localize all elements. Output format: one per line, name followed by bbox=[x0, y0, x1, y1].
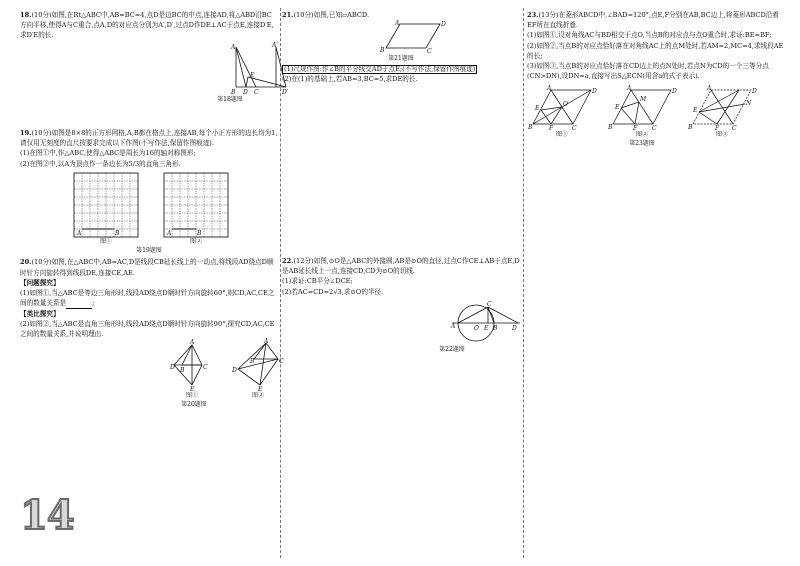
point-label: C bbox=[279, 358, 284, 366]
parallelogram bbox=[386, 24, 440, 48]
question-text: (12分)如图,⊙O是△ABC的外接圆,AB是⊙O的直径,过点C作CE⊥AB于点E,D是AB延长线上一点,连接CD,CD为⊙O的切线. bbox=[282, 257, 520, 276]
point-label: D bbox=[243, 88, 248, 96]
point-label: C bbox=[487, 300, 492, 308]
point-label: A bbox=[395, 20, 400, 28]
grid-figure-1 bbox=[74, 173, 138, 246]
figure-label: 图① bbox=[99, 237, 112, 245]
point-label: B bbox=[528, 123, 533, 131]
question-part-1: (1)如图①,当△ABC是等边三角形时,线段AD绕点D顺时针方向旋转60°,则CD,AC,CE之间的数量关系是 bbox=[20, 289, 275, 308]
question-part-3: (3)如图③,当点B的对应点恰好落在CD边上的点N处时,若点N为CD的一个三等分点(CN>DN),设DN=a,直接写出S△ECN(用含a的式子表示). bbox=[527, 62, 769, 81]
point-label: F bbox=[633, 124, 638, 132]
point-label: E bbox=[258, 386, 263, 394]
point-label: A bbox=[451, 322, 456, 330]
point-label: F bbox=[715, 124, 720, 132]
point-label: E bbox=[535, 104, 540, 112]
figure-label: 图① bbox=[555, 130, 568, 138]
question-number: 20. bbox=[20, 258, 32, 267]
question-part-2: (2)若AC=CD=2√3,求⊙O的半径. bbox=[282, 287, 384, 296]
figure-20-row bbox=[170, 338, 284, 400]
figure-line bbox=[236, 47, 246, 87]
point-label: A bbox=[167, 229, 172, 237]
triangle-figure-2 bbox=[230, 338, 286, 394]
question-part-1: (1)如图①,设对角线AC与BD相交于点O,当点B的对应点与点O重合时,求证:BE=BF; bbox=[527, 31, 772, 40]
question-number: 18. bbox=[20, 11, 32, 19]
question-part-2: (2)如图②,当△ABC是直角三角形时,线段AD绕点D顺时针方向旋转90°,探究CD,AC,CE之间的数量关系,并说明理由. bbox=[20, 319, 275, 338]
point-label: B bbox=[197, 229, 202, 237]
point-label: A bbox=[707, 84, 712, 92]
point-label: B bbox=[231, 88, 236, 96]
figure-20-2 bbox=[230, 339, 286, 400]
question-number: 23. bbox=[527, 11, 539, 19]
figure-20-1 bbox=[170, 339, 214, 400]
question-text: (10分)如图,已知▱ABCD. bbox=[293, 11, 370, 19]
figure-label: 图② bbox=[635, 130, 648, 138]
figure-label: 图② bbox=[189, 237, 202, 245]
figure-label: 图① bbox=[185, 392, 198, 400]
column-middle bbox=[282, 10, 520, 353]
question-part-2: (2)在(1)的基础上,若AB=3,BC=5,求DE的长. bbox=[282, 75, 418, 84]
figure-caption: 第20题图 bbox=[181, 401, 207, 409]
point-label: B bbox=[180, 367, 185, 375]
point-label: A bbox=[547, 84, 552, 92]
figure-caption: 第23题图 bbox=[629, 139, 655, 147]
question-part-2: (2)如图②,当点B的对应点恰好落在对角线AC上的点M处时,若AM=2,MC=4,求线段AE的长; bbox=[527, 41, 784, 60]
figure-23-3 bbox=[687, 86, 757, 139]
point-label: E bbox=[484, 324, 489, 332]
figure-23-row bbox=[527, 86, 787, 139]
point-label: A bbox=[264, 338, 269, 346]
question-part-1: (1)尺规作图:作∠B的平分线交AD于点E;(不写作法,保留作图痕迹) bbox=[284, 64, 476, 73]
point-label: E bbox=[615, 103, 620, 111]
question-text: (10分)如图是8×8的正方形网格,A,B都在格点上,连接AB,每个小正方形的边长均为1,请仅用无刻度的直尺按要求完成以下作图(不写作法,保留作图痕迹). bbox=[20, 128, 278, 148]
point-label: B bbox=[380, 47, 385, 55]
point-label: B bbox=[608, 123, 613, 131]
point-label: C bbox=[732, 124, 737, 132]
point-label: C bbox=[652, 124, 657, 132]
question-part-1: (1)在图①中,作△ABC,使得△ABC是周长为16的轴对称图形; bbox=[20, 149, 196, 158]
point-label: A bbox=[627, 84, 632, 92]
figure-caption: 第21题图 bbox=[388, 55, 414, 63]
question-number: 19. bbox=[20, 128, 32, 137]
point-label: C bbox=[427, 48, 432, 56]
column-right bbox=[527, 10, 787, 148]
question-text: (10分)如图,在Rt△ABC中,AB=BC=4,点D是边BC的中点,连接AD,将△ABD沿BC方向平移,使得A与C重合,点A,D的对应点分别为A′,D′,过点D作DE⊥AC于点E,连接D′E,求D′E的长. bbox=[20, 11, 274, 40]
point-label: D′ bbox=[282, 88, 289, 96]
figure-label: 图② bbox=[251, 392, 264, 400]
question-text: (10分)如图,在△ABC中,AB=AC,D是线段CB延长线上的一动点,将线段AD绕点D顺时针方向旋转得到线段DE,连接CE,AE. bbox=[20, 258, 274, 277]
point-label: D bbox=[512, 324, 517, 332]
question-21 bbox=[282, 10, 520, 85]
point-label: B bbox=[115, 229, 120, 237]
point-label: M bbox=[640, 95, 647, 103]
point-label: A bbox=[231, 43, 236, 51]
answer-blank[interactable] bbox=[66, 302, 92, 309]
point-label: O bbox=[474, 324, 479, 332]
column-divider-2 bbox=[523, 8, 524, 558]
point-label: B bbox=[493, 324, 498, 332]
figure-21 bbox=[282, 20, 520, 54]
question-number: 22. bbox=[282, 257, 294, 265]
page-number: 14 bbox=[20, 492, 74, 539]
question-22 bbox=[282, 256, 520, 354]
figure-22 bbox=[282, 297, 520, 345]
point-label: C bbox=[203, 364, 208, 372]
point-label: B bbox=[688, 123, 693, 131]
question-number: 21. bbox=[282, 11, 294, 19]
point-label: E bbox=[250, 71, 255, 79]
point-label: D bbox=[672, 87, 677, 95]
point-label: D bbox=[441, 21, 446, 29]
figure-23-2 bbox=[607, 86, 677, 139]
figure-label: 图③ bbox=[715, 130, 728, 138]
question-20: 20.(10分)如图,在△ABC中,AB=AC,D是线段CB延长线上的一动点,将线段AD绕点D顺时针方向旋转得到线段DE,连接CE,AE. 【问题探究】 (1)如图①,当△ABC是等边三角形时,线段AD绕点D顺时针方向旋转60°,则CD,AC,CE之间的数量关系是 ; 【类比探究】 (2)如图②,当△ABC是直角三角形时,线段AD绕点D顺时针方向旋转90°,探究CD,AC,CE之间的数量关系,并说明理由. A B C D E 图① A B C D E 图② 第20题图 bbox=[20, 257, 278, 409]
point-label: N bbox=[746, 99, 752, 107]
rhombus-figure-2 bbox=[607, 86, 677, 130]
question-part-1: (1)求证:CB平分∠DCE; bbox=[282, 277, 353, 286]
question-text: (13分)在菱形ABCD中,∠BAD=120°,点E,F分别在AB,BC边上,将菱形ABCD沿着EF所在直线折叠. bbox=[527, 11, 779, 30]
figure-19-row bbox=[74, 173, 278, 246]
figure-caption: 第19题图 bbox=[136, 247, 162, 255]
question-19 bbox=[20, 128, 278, 255]
point-label: D bbox=[752, 87, 757, 95]
figure-caption: 第18题图 bbox=[217, 95, 243, 103]
figure-18 bbox=[20, 41, 289, 96]
point-label: E bbox=[693, 106, 698, 114]
section-tag: 【问题探究】 bbox=[20, 278, 60, 287]
triangle-figure-1 bbox=[170, 339, 214, 394]
point-label: O bbox=[563, 100, 568, 108]
figure-line bbox=[246, 77, 248, 87]
rhombus-figure-1 bbox=[527, 86, 597, 130]
column-divider-1 bbox=[280, 8, 281, 558]
figure-23-1 bbox=[527, 86, 597, 139]
point-label: B bbox=[250, 358, 255, 366]
point-label: E bbox=[190, 386, 195, 394]
point-label: A bbox=[190, 339, 195, 347]
rhombus-figure-3 bbox=[687, 86, 757, 130]
grid-2 bbox=[164, 173, 228, 237]
point-label: D bbox=[170, 364, 175, 372]
point-label: D bbox=[232, 367, 237, 375]
point-label: C bbox=[572, 124, 577, 132]
question-part-2: (2)在图②中,以A为顶点作一条边长为5/3的直角三角形. bbox=[20, 159, 181, 168]
point-label: D bbox=[592, 87, 597, 95]
grid-1 bbox=[74, 173, 138, 237]
point-label: C bbox=[254, 88, 259, 96]
section-tag: 【类比探究】 bbox=[20, 309, 60, 318]
point-label: F bbox=[549, 124, 554, 132]
question-23 bbox=[527, 10, 787, 148]
point-label: A′ bbox=[272, 41, 278, 49]
figure-line bbox=[236, 47, 256, 87]
figure-caption: 第22题图 bbox=[439, 345, 465, 353]
grid-figure-2 bbox=[164, 173, 228, 246]
point-label: A bbox=[77, 229, 82, 237]
